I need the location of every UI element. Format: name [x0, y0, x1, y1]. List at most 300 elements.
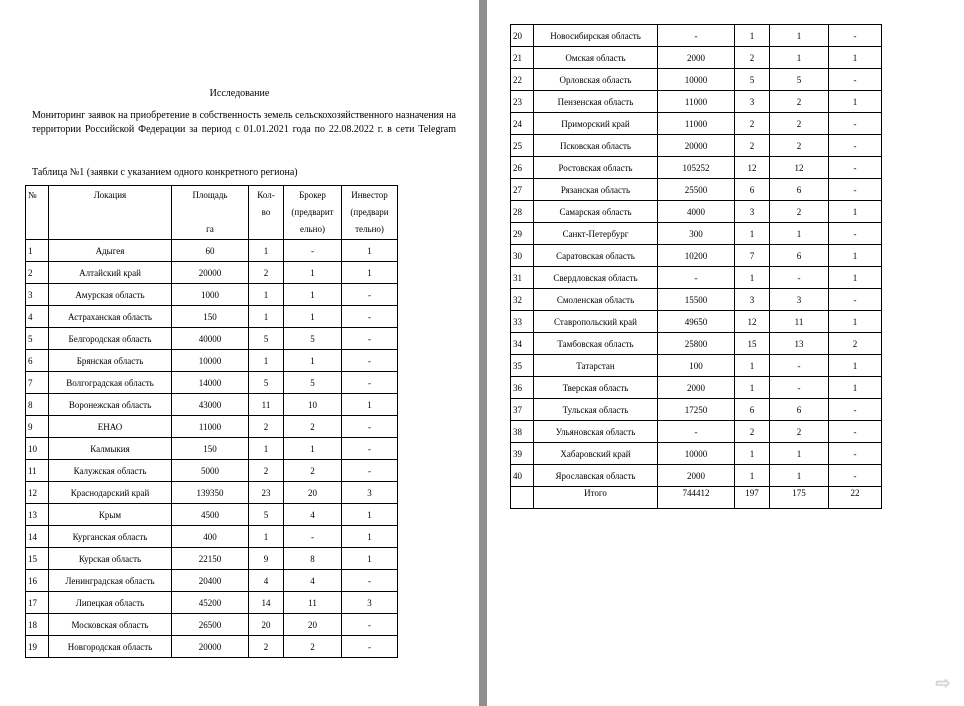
row-location: Адыгея [49, 240, 172, 262]
row-count: 1 [735, 465, 770, 487]
row-location: Белгородская область [49, 328, 172, 350]
row-location: Брянская область [49, 350, 172, 372]
row-broker: 2 [770, 201, 829, 223]
row-count: 2 [249, 460, 284, 482]
row-area: 40000 [172, 328, 249, 350]
table-row [511, 311, 882, 333]
table-row [26, 504, 398, 526]
row-area: 20000 [658, 135, 735, 157]
table-row [26, 460, 398, 482]
row-area: 1000 [172, 284, 249, 306]
table-row [511, 223, 882, 245]
row-investor: - [829, 179, 882, 201]
row-broker: 8 [284, 548, 342, 570]
row-broker: - [770, 377, 829, 399]
row-location: Калужская область [49, 460, 172, 482]
row-location: Воронежская область [49, 394, 172, 416]
table-row [26, 636, 398, 658]
row-count: 5 [735, 69, 770, 91]
row-count: 2 [249, 262, 284, 284]
row-broker: 1 [284, 438, 342, 460]
row-count: 1 [249, 526, 284, 548]
row-investor: 1 [829, 311, 882, 333]
row-location: Ленинградская область [49, 570, 172, 592]
table-row [511, 201, 882, 223]
row-number: 32 [511, 289, 534, 311]
header-location: Локация [49, 186, 172, 240]
header-area [172, 186, 249, 240]
header-count-line2: во [261, 207, 271, 217]
row-investor: - [342, 306, 398, 328]
row-broker: 2 [284, 636, 342, 658]
row-count: 2 [735, 421, 770, 443]
row-investor: 1 [829, 201, 882, 223]
table-row [511, 113, 882, 135]
row-investor: 1 [342, 526, 398, 548]
row-count: 6 [735, 179, 770, 201]
row-investor: - [829, 443, 882, 465]
row-number: 11 [26, 460, 49, 482]
row-broker: 20 [284, 614, 342, 636]
row-location: Саратовская область [534, 245, 658, 267]
table-row [26, 372, 398, 394]
row-location: Пензенская область [534, 91, 658, 113]
document-page-2 [487, 0, 964, 706]
row-count: 1 [735, 223, 770, 245]
row-count: 1 [735, 355, 770, 377]
row-number: 2 [26, 262, 49, 284]
table-row [26, 328, 398, 350]
row-broker: - [284, 240, 342, 262]
header-area-line1: Площадь [192, 190, 228, 200]
row-area: 4000 [658, 201, 735, 223]
row-location: Тульская область [534, 399, 658, 421]
row-number: 3 [26, 284, 49, 306]
row-location: Крым [49, 504, 172, 526]
row-location: Омская область [534, 47, 658, 69]
row-investor: 1 [829, 377, 882, 399]
row-area: 11000 [172, 416, 249, 438]
row-count: 12 [735, 311, 770, 333]
row-investor: 1 [342, 240, 398, 262]
row-broker: 1 [284, 350, 342, 372]
row-location: Астраханская область [49, 306, 172, 328]
row-number: 37 [511, 399, 534, 421]
row-count: 5 [249, 504, 284, 526]
row-investor: 1 [829, 47, 882, 69]
row-number: 14 [26, 526, 49, 548]
total-investor: 22 [829, 487, 882, 509]
row-count: 3 [735, 201, 770, 223]
row-investor: 1 [829, 355, 882, 377]
row-location: Смоленская область [534, 289, 658, 311]
row-location: Свердловская область [534, 267, 658, 289]
row-count: 11 [249, 394, 284, 416]
row-count: 20 [249, 614, 284, 636]
row-broker: 1 [770, 465, 829, 487]
row-location: Татарстан [534, 355, 658, 377]
row-number: 1 [26, 240, 49, 262]
row-investor: 1 [342, 262, 398, 284]
row-number: 19 [26, 636, 49, 658]
row-count: 1 [735, 377, 770, 399]
row-investor: - [829, 223, 882, 245]
table-row [26, 548, 398, 570]
total-number [511, 487, 534, 509]
row-broker: 1 [770, 223, 829, 245]
row-count: 7 [735, 245, 770, 267]
row-count: 23 [249, 482, 284, 504]
table-row [26, 262, 398, 284]
header-broker-line1: Брокер [299, 190, 326, 200]
row-location: Ставропольский край [534, 311, 658, 333]
total-area: 744412 [658, 487, 735, 509]
row-broker: 1 [770, 25, 829, 47]
row-count: 1 [735, 267, 770, 289]
row-area: 25500 [658, 179, 735, 201]
row-number: 7 [26, 372, 49, 394]
row-number: 30 [511, 245, 534, 267]
table-row [26, 614, 398, 636]
header-broker-line2: (предварит [291, 207, 334, 217]
table-row [26, 416, 398, 438]
row-broker: 6 [770, 245, 829, 267]
row-broker: 6 [770, 399, 829, 421]
header-investor-line2: (предвари [350, 207, 389, 217]
header-area-line2: га [206, 224, 214, 234]
row-count: 2 [735, 113, 770, 135]
row-investor: - [829, 69, 882, 91]
row-location: Рязанская область [534, 179, 658, 201]
row-broker: 1 [284, 306, 342, 328]
row-area: 150 [172, 438, 249, 460]
row-location: Новгородская область [49, 636, 172, 658]
row-count: 1 [735, 25, 770, 47]
requests-table-part-2 [510, 24, 882, 509]
header-broker [284, 186, 342, 240]
row-broker: 2 [770, 135, 829, 157]
row-number: 33 [511, 311, 534, 333]
row-area: 2000 [658, 465, 735, 487]
row-broker: 2 [284, 416, 342, 438]
row-count: 9 [249, 548, 284, 570]
row-area: 4500 [172, 504, 249, 526]
row-area: 2000 [658, 377, 735, 399]
row-area: 10000 [658, 69, 735, 91]
row-area: 60 [172, 240, 249, 262]
table-row [511, 69, 882, 91]
row-broker: 5 [770, 69, 829, 91]
row-area: 150 [172, 306, 249, 328]
table-row [26, 394, 398, 416]
row-investor: 3 [342, 482, 398, 504]
row-area: 300 [658, 223, 735, 245]
row-count: 1 [249, 306, 284, 328]
table-row [511, 179, 882, 201]
row-investor: - [829, 289, 882, 311]
table-row [511, 465, 882, 487]
row-area: 105252 [658, 157, 735, 179]
row-number: 35 [511, 355, 534, 377]
row-area: 26500 [172, 614, 249, 636]
row-area: 15500 [658, 289, 735, 311]
row-count: 4 [249, 570, 284, 592]
table-row [511, 267, 882, 289]
row-count: 14 [249, 592, 284, 614]
row-location: Краснодарский край [49, 482, 172, 504]
row-count: 1 [735, 443, 770, 465]
row-number: 34 [511, 333, 534, 355]
row-investor: 1 [342, 504, 398, 526]
row-area: 10000 [658, 443, 735, 465]
row-number: 5 [26, 328, 49, 350]
row-broker: 6 [770, 179, 829, 201]
row-investor: - [342, 328, 398, 350]
row-location: Липецкая область [49, 592, 172, 614]
row-number: 23 [511, 91, 534, 113]
header-count [249, 186, 284, 240]
row-count: 1 [249, 284, 284, 306]
table-row [511, 135, 882, 157]
table-row [26, 526, 398, 548]
row-investor: - [342, 416, 398, 438]
row-broker: 11 [284, 592, 342, 614]
row-area: 400 [172, 526, 249, 548]
row-broker: 13 [770, 333, 829, 355]
row-investor: - [829, 113, 882, 135]
table-row [26, 592, 398, 614]
row-investor: 1 [829, 267, 882, 289]
row-number: 26 [511, 157, 534, 179]
row-location: Новосибирская область [534, 25, 658, 47]
row-broker: 10 [284, 394, 342, 416]
table-row [511, 47, 882, 69]
row-broker: 20 [284, 482, 342, 504]
table-row [511, 355, 882, 377]
row-count: 12 [735, 157, 770, 179]
document-title: Исследование [209, 88, 270, 99]
header-count-line1: Кол- [257, 190, 275, 200]
table-row [511, 245, 882, 267]
row-investor: 3 [342, 592, 398, 614]
row-investor: - [829, 157, 882, 179]
row-location: Санкт-Петербург [534, 223, 658, 245]
row-broker: 1 [770, 443, 829, 465]
row-area: 2000 [658, 47, 735, 69]
row-investor: 1 [342, 394, 398, 416]
row-broker: 1 [284, 262, 342, 284]
row-area: 17250 [658, 399, 735, 421]
row-number: 24 [511, 113, 534, 135]
row-area: 14000 [172, 372, 249, 394]
document-intro: Мониторинг заявок на приобретение в собственность земель сельскохозяйственного назначения на территории Российской Федерации за период с 01.01.2021 года по 22.08.2022 г. в сети Telegram [32, 110, 456, 135]
row-investor: - [829, 135, 882, 157]
row-investor: 1 [829, 245, 882, 267]
row-investor: - [342, 372, 398, 394]
row-count: 2 [249, 416, 284, 438]
row-broker: 5 [284, 328, 342, 350]
table-row [26, 438, 398, 460]
row-area: 10200 [658, 245, 735, 267]
header-investor-line1: Инвестор [351, 190, 388, 200]
row-location: Амурская область [49, 284, 172, 306]
row-number: 27 [511, 179, 534, 201]
table-row [511, 421, 882, 443]
row-area: 25800 [658, 333, 735, 355]
row-location: Тамбовская область [534, 333, 658, 355]
row-area: - [658, 421, 735, 443]
row-number: 40 [511, 465, 534, 487]
row-number: 17 [26, 592, 49, 614]
row-broker: - [770, 267, 829, 289]
row-broker: 2 [770, 421, 829, 443]
row-location: Ярославская область [534, 465, 658, 487]
row-location: Курская область [49, 548, 172, 570]
row-area: 10000 [172, 350, 249, 372]
row-number: 28 [511, 201, 534, 223]
total-row [511, 487, 882, 509]
table-row [26, 482, 398, 504]
row-count: 5 [249, 372, 284, 394]
table-row [26, 240, 398, 262]
requests-table-part-1 [25, 185, 398, 658]
row-area: 5000 [172, 460, 249, 482]
row-number: 9 [26, 416, 49, 438]
row-location: Московская область [49, 614, 172, 636]
row-investor: 1 [829, 91, 882, 113]
row-broker: 2 [770, 113, 829, 135]
table-row [511, 377, 882, 399]
row-count: 15 [735, 333, 770, 355]
row-location: Тверская область [534, 377, 658, 399]
row-location: Самарская область [534, 201, 658, 223]
row-investor: - [342, 284, 398, 306]
row-number: 38 [511, 421, 534, 443]
row-count: 2 [735, 135, 770, 157]
table-row [511, 25, 882, 47]
row-area: 43000 [172, 394, 249, 416]
row-count: 1 [249, 438, 284, 460]
row-area: 139350 [172, 482, 249, 504]
row-number: 36 [511, 377, 534, 399]
row-count: 1 [249, 240, 284, 262]
row-location: Хабаровский край [534, 443, 658, 465]
row-broker: 1 [284, 284, 342, 306]
table-row [26, 570, 398, 592]
row-area: 49650 [658, 311, 735, 333]
row-location: Приморский край [534, 113, 658, 135]
row-location: Курганская область [49, 526, 172, 548]
row-investor: - [342, 636, 398, 658]
row-investor: - [829, 465, 882, 487]
row-investor: - [829, 25, 882, 47]
row-number: 13 [26, 504, 49, 526]
row-number: 25 [511, 135, 534, 157]
row-location: Ульяновская область [534, 421, 658, 443]
row-count: 2 [735, 47, 770, 69]
row-location: Ростовская область [534, 157, 658, 179]
total-label: Итого [534, 487, 658, 509]
row-count: 3 [735, 91, 770, 113]
row-count: 2 [249, 636, 284, 658]
row-broker: - [284, 526, 342, 548]
row-investor: 1 [342, 548, 398, 570]
row-investor: - [342, 570, 398, 592]
table-row [26, 284, 398, 306]
row-broker: 12 [770, 157, 829, 179]
table-row [26, 306, 398, 328]
table-row [511, 157, 882, 179]
header-investor [342, 186, 398, 240]
row-broker: 2 [284, 460, 342, 482]
row-number: 20 [511, 25, 534, 47]
header-broker-line3: ельно) [300, 224, 325, 234]
row-count: 3 [735, 289, 770, 311]
row-broker: 5 [284, 372, 342, 394]
row-number: 31 [511, 267, 534, 289]
header-investor-line3: тельно) [355, 224, 384, 234]
row-number: 21 [511, 47, 534, 69]
row-broker: 4 [284, 570, 342, 592]
row-area: 20000 [172, 262, 249, 284]
row-investor: - [829, 399, 882, 421]
row-broker: 1 [770, 47, 829, 69]
row-area: 11000 [658, 113, 735, 135]
row-area: 45200 [172, 592, 249, 614]
row-number: 22 [511, 69, 534, 91]
row-broker: 11 [770, 311, 829, 333]
row-investor: - [342, 438, 398, 460]
row-location: Орловская область [534, 69, 658, 91]
row-investor: - [342, 614, 398, 636]
row-number: 8 [26, 394, 49, 416]
table-row [511, 91, 882, 113]
row-area: 20000 [172, 636, 249, 658]
row-number: 6 [26, 350, 49, 372]
row-investor: - [342, 350, 398, 372]
table-row [511, 399, 882, 421]
table-row [511, 443, 882, 465]
row-location: Алтайский край [49, 262, 172, 284]
row-area: 11000 [658, 91, 735, 113]
table-row [511, 333, 882, 355]
row-number: 29 [511, 223, 534, 245]
row-number: 12 [26, 482, 49, 504]
header-num: № [26, 186, 49, 240]
row-location: Псковская область [534, 135, 658, 157]
row-location: ЕНАО [49, 416, 172, 438]
row-count: 6 [735, 399, 770, 421]
table-caption: Таблица №1 (заявки с указанием одного конкретного региона) [32, 167, 298, 178]
row-area: 20400 [172, 570, 249, 592]
row-area: 22150 [172, 548, 249, 570]
row-investor: 2 [829, 333, 882, 355]
row-count: 5 [249, 328, 284, 350]
row-number: 10 [26, 438, 49, 460]
row-broker: 4 [284, 504, 342, 526]
row-number: 18 [26, 614, 49, 636]
table-row [511, 289, 882, 311]
document-page-1 [0, 0, 479, 706]
total-count: 197 [735, 487, 770, 509]
table-header-row [26, 186, 398, 240]
row-location: Калмыкия [49, 438, 172, 460]
row-number: 39 [511, 443, 534, 465]
row-number: 15 [26, 548, 49, 570]
row-area: - [658, 25, 735, 47]
row-area: - [658, 267, 735, 289]
next-page-arrow-icon[interactable]: ⇨ [935, 673, 951, 694]
